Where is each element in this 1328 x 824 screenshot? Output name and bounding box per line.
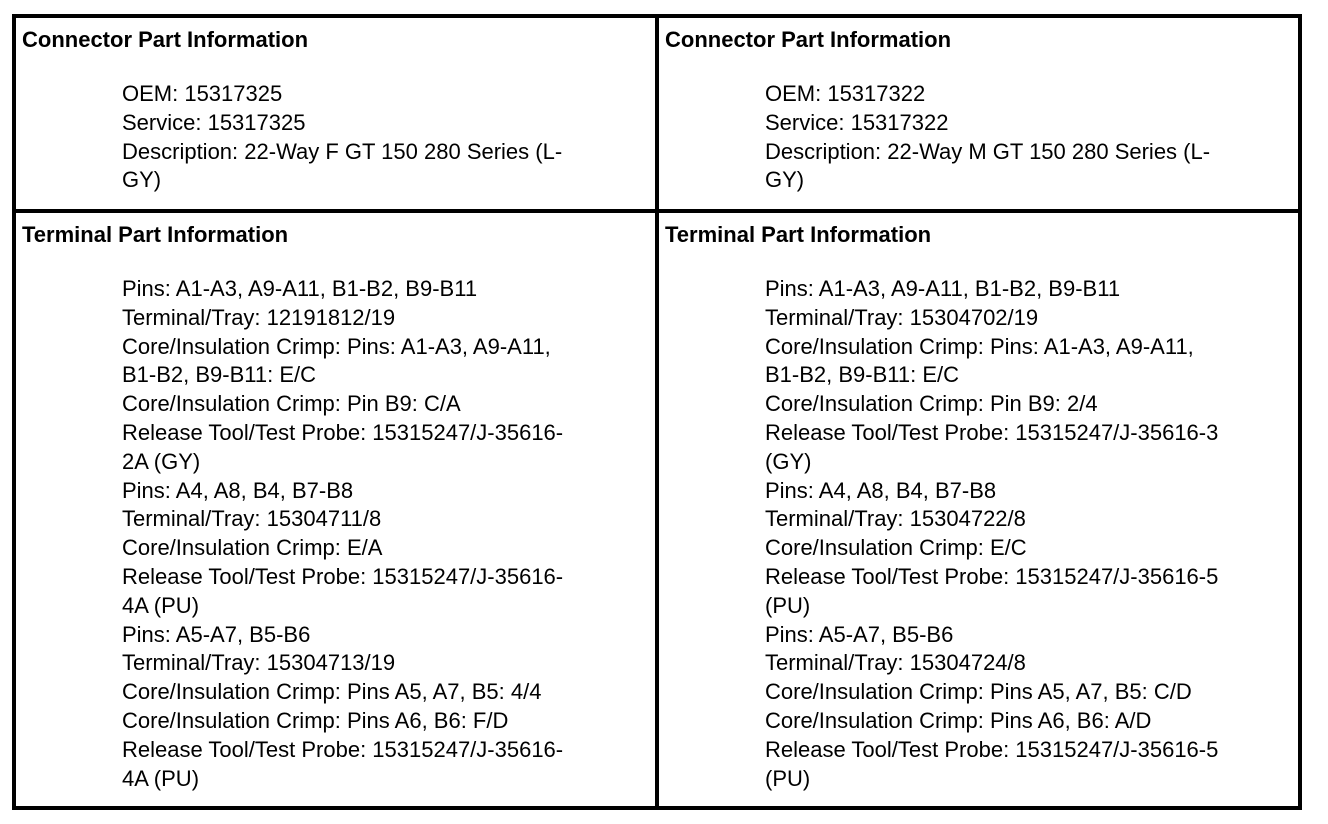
connector-info-cell-right <box>659 18 1298 213</box>
connector-info-line: GY) <box>765 167 805 193</box>
terminal-info-line: Pins: A5-A7, B5-B6 <box>122 621 311 647</box>
terminal-info-line: Core/Insulation Crimp: Pins: A1-A3, A9-A11, <box>122 333 551 359</box>
terminal-info-body <box>22 275 564 793</box>
terminal-info-line: Pins: A4, A8, B4, B7-B8 <box>765 477 997 503</box>
terminal-info-cell-right <box>659 213 1298 806</box>
terminal-info-line: Release Tool/Test Probe: 15315247/J-35616-5 <box>765 736 1219 762</box>
connector-info-heading: Connector Part Information <box>665 27 952 52</box>
terminal-info-line: (PU) <box>765 592 811 618</box>
connector-info-line: Service: 15317322 <box>765 109 949 135</box>
terminal-info-line: B1-B2, B9-B11: E/C <box>765 362 960 388</box>
terminal-info-line: B1-B2, B9-B11: E/C <box>122 362 317 388</box>
terminal-info-line: Release Tool/Test Probe: 15315247/J-35616-3 <box>765 419 1219 445</box>
terminal-info-line: Terminal/Tray: 15304724/8 <box>765 650 1026 676</box>
terminal-info-cell-left <box>16 213 659 806</box>
terminal-info-line: Terminal/Tray: 15304713/19 <box>122 650 396 676</box>
terminal-info-line: Terminal/Tray: 15304722/8 <box>765 506 1026 532</box>
terminal-info-line: Core/Insulation Crimp: Pins A5, A7, B5: C/D <box>765 679 1192 705</box>
connector-info-line: OEM: 15317322 <box>765 81 926 106</box>
terminal-info-line: 4A (PU) <box>122 592 200 618</box>
terminal-info-line: 4A (PU) <box>122 765 200 791</box>
terminal-info-heading: Terminal Part Information <box>665 222 932 247</box>
connector-terminal-table <box>12 14 1302 810</box>
terminal-info-line: Core/Insulation Crimp: E/C <box>765 535 1027 561</box>
terminal-info-line: Pins: A5-A7, B5-B6 <box>765 621 954 647</box>
terminal-info-line: Release Tool/Test Probe: 15315247/J-35616- <box>122 736 564 762</box>
connector-info-body <box>22 80 563 195</box>
terminal-info-line: Terminal/Tray: 12191812/19 <box>122 304 396 330</box>
terminal-info-line: Release Tool/Test Probe: 15315247/J-35616- <box>122 563 564 589</box>
connector-info-line: OEM: 15317325 <box>122 81 283 106</box>
terminal-info-heading: Terminal Part Information <box>22 222 289 247</box>
terminal-info-line: (PU) <box>765 765 811 791</box>
terminal-info-line: Terminal/Tray: 15304702/19 <box>765 304 1039 330</box>
terminal-info-line: (GY) <box>765 448 812 474</box>
terminal-info-line: Core/Insulation Crimp: Pins: A1-A3, A9-A11, <box>765 333 1194 359</box>
connector-info-line: Service: 15317325 <box>122 109 306 135</box>
connector-info-line: GY) <box>122 167 162 193</box>
connector-info-line: Description: 22-Way M GT 150 280 Series (L- <box>765 138 1211 164</box>
terminal-info-line: Core/Insulation Crimp: Pins A5, A7, B5: 4/4 <box>122 679 542 705</box>
connector-info-line: Description: 22-Way F GT 150 280 Series (L- <box>122 138 563 164</box>
terminal-info-line: Core/Insulation Crimp: Pin B9: 2/4 <box>765 391 1098 417</box>
terminal-info-line: Core/Insulation Crimp: Pins A6, B6: F/D <box>122 707 509 733</box>
terminal-info-line: Pins: A1-A3, A9-A11, B1-B2, B9-B11 <box>122 276 478 301</box>
connector-info-body <box>665 80 1211 195</box>
terminal-info-body <box>665 275 1219 793</box>
terminal-info-line: Terminal/Tray: 15304711/8 <box>122 506 382 532</box>
terminal-info-line: Release Tool/Test Probe: 15315247/J-35616- <box>122 419 564 445</box>
connector-info-heading: Connector Part Information <box>22 27 309 52</box>
terminal-info-line: Core/Insulation Crimp: E/A <box>122 535 383 561</box>
terminal-info-line: Core/Insulation Crimp: Pins A6, B6: A/D <box>765 707 1152 733</box>
terminal-info-line: Core/Insulation Crimp: Pin B9: C/A <box>122 391 461 417</box>
terminal-info-line: Release Tool/Test Probe: 15315247/J-35616-5 <box>765 563 1219 589</box>
connector-info-cell-left <box>16 18 659 213</box>
terminal-info-line: 2A (GY) <box>122 448 201 474</box>
terminal-info-line: Pins: A4, A8, B4, B7-B8 <box>122 477 354 503</box>
terminal-info-line: Pins: A1-A3, A9-A11, B1-B2, B9-B11 <box>765 276 1121 301</box>
